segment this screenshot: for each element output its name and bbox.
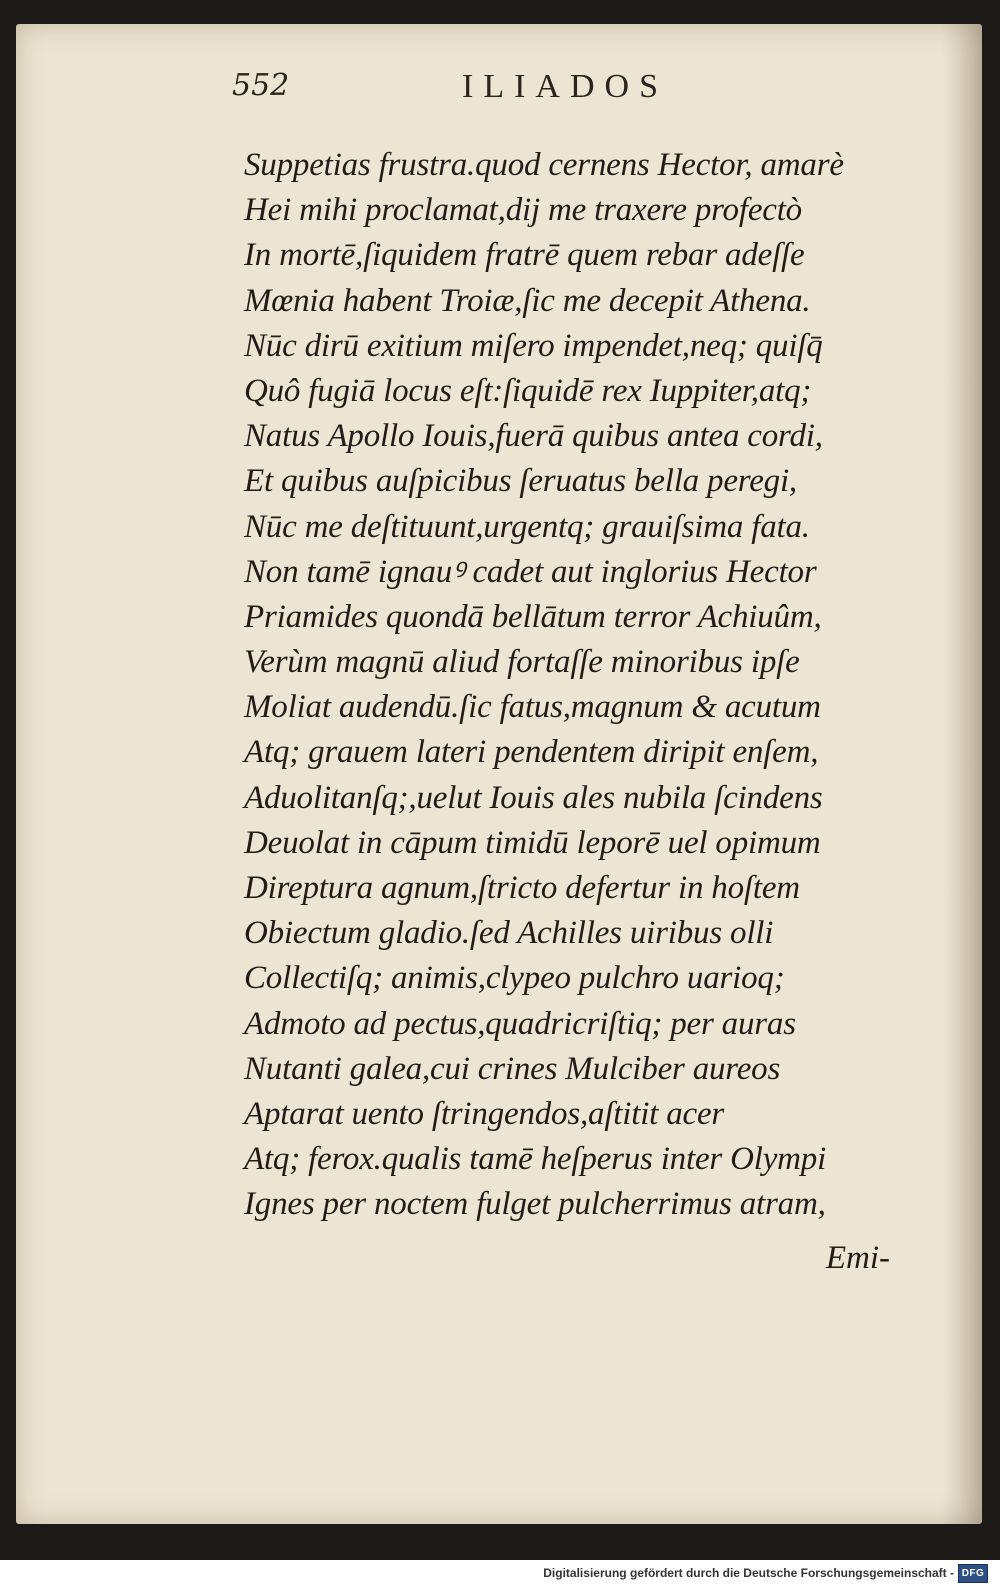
verse-text (244, 143, 904, 1228)
verse-line: Hei mihi proclamat,dij me traxere profectò (244, 192, 802, 229)
verse-line: Suppetias frustra.quod cernens Hector, amarè (244, 147, 844, 183)
verse-line: Atq; grauem lateri pendentem diripit enſem, (244, 734, 819, 771)
verse-line: Nūc me deſtituunt,urgentq; grauiſsima fata. (244, 508, 810, 545)
verse-line: Direptura agnum,ſtricto defertur in hoſtem (244, 870, 800, 906)
verse-line: Atq; ferox.qualis tamē heſperus inter Olympi (244, 1141, 827, 1178)
verse-line: Admoto ad pectus,quadricriſtiq; per auras (244, 1005, 796, 1042)
verse-line: In mortē,ſiquidem fratrē quem rebar adeſſe (244, 237, 805, 274)
running-head: ILIADOS (462, 68, 668, 105)
verse-line: Collectiſq; animis,clypeo pulchro uarioq; (244, 960, 785, 997)
page-edge-shadow (942, 24, 982, 1524)
verse-line: Priamides quondā bellātum terror Achiuûm, (244, 598, 822, 635)
digitization-footer (0, 1560, 1000, 1588)
dfg-logo-text: DFG (961, 1568, 985, 1579)
verse-line: Et quibus auſpicibus ſeruatus bella peregi, (244, 463, 797, 500)
verse-line: Natus Apollo Iouis,fuerā quibus antea cordi, (244, 418, 823, 455)
funding-credit: Digitalisierung gefördert durch die Deutsche Forschungsgemeinschaft - (543, 1566, 954, 1580)
verse-line: Obiectum gladio.ſed Achilles uiribus olli (244, 915, 774, 952)
verse-line: Non tamē ignauꝰ cadet aut inglorius Hector (244, 553, 817, 590)
verse-line: Verùm magnū aliud fortaſſe minoribus ipſe (244, 644, 800, 681)
verse-line: Quô fugiā locus eſt:ſiquidē rex Iuppiter,atq; (244, 372, 812, 409)
verse-line: Aptarat uento ſtringendos,aſtitit acer (244, 1095, 725, 1132)
verse-line: Nutanti galea,cui crines Mulciber aureos (244, 1050, 781, 1087)
page-number: 552 (232, 68, 290, 103)
verse-line: Aduolitanſq;,uelut Iouis ales nubila ſcindens (244, 779, 823, 816)
dfg-logo-icon (958, 1564, 988, 1583)
verse-line: Nūc dirū exitium miſero impendet,neq; quiſq̄ (244, 327, 823, 364)
verse-line: Moliat audendū.ſic fatus,magnum & acutum (244, 689, 821, 726)
catchword: Emi- (825, 1240, 890, 1276)
page-header (232, 68, 702, 118)
verse-line: Ignes per noctem fulget pulcherrimus atram, (244, 1186, 826, 1223)
verse-line: Deuolat in cāpum timidū leporē uel opimum (244, 824, 821, 861)
verse-line: Mœnia habent Troiæ,ſic me decepit Athena. (244, 282, 811, 319)
